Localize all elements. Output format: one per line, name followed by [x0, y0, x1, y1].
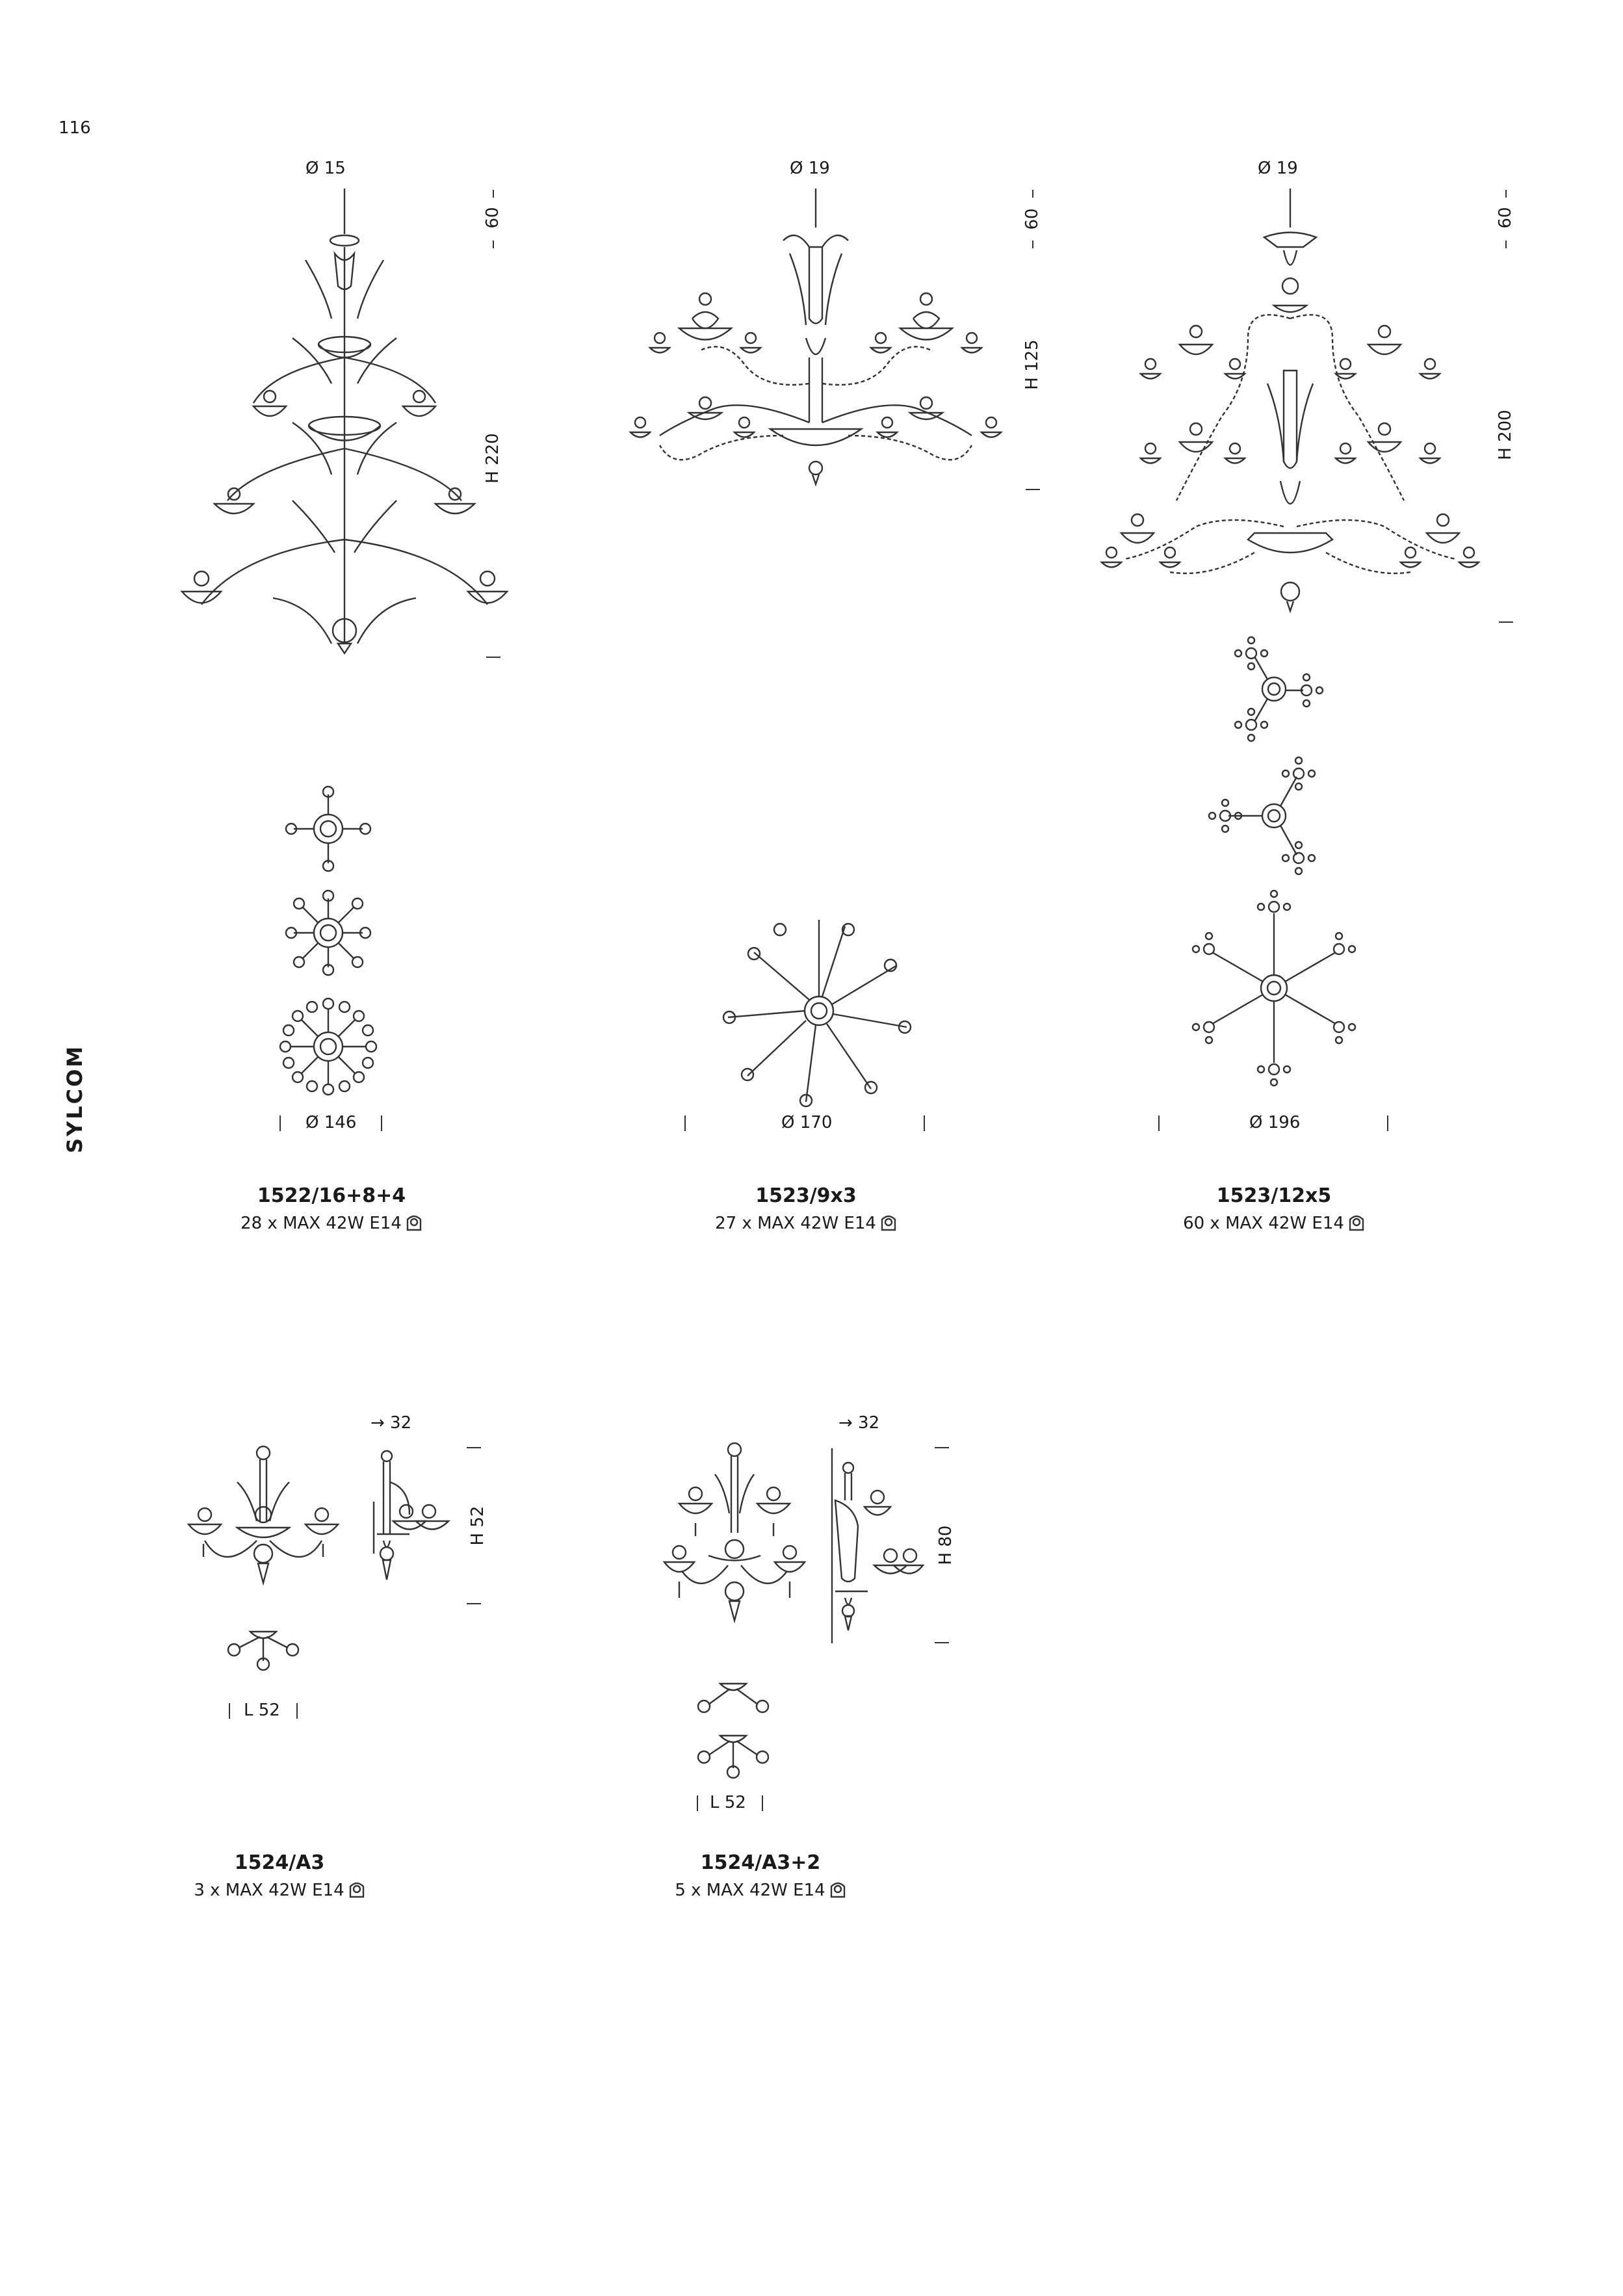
plan-view-top [286, 787, 370, 871]
product-code: 1523/12x5 [1216, 1184, 1332, 1207]
wall-lamp-front-drawing [185, 1443, 341, 1606]
diameter-label: Ø 146 [305, 1113, 357, 1132]
product-code: 1524/A3+2 [700, 1851, 821, 1874]
product-code: 1524/A3 [234, 1851, 325, 1874]
chain-height-label: 60 [1022, 208, 1042, 230]
product-code: 1523/9x3 [755, 1184, 857, 1207]
plan-view [224, 1625, 302, 1671]
chandelier-drawing [614, 189, 1017, 494]
height-label: H 220 [483, 433, 502, 484]
wall-lamp-front-drawing [663, 1442, 806, 1650]
height-label: H 52 [468, 1506, 487, 1546]
plan-view-top [694, 1678, 772, 1717]
product-spec: 60 x MAX 42W E14 [1137, 1213, 1410, 1233]
product-spec: 3 x MAX 42W E14 [143, 1880, 416, 1900]
height-label: H 125 [1022, 339, 1042, 390]
plan-view-bottom [276, 995, 380, 1099]
diameter-label: Ø 196 [1249, 1113, 1301, 1132]
plan-view-bottom [694, 1729, 772, 1781]
chandelier-drawing [1098, 189, 1482, 618]
chain-height-label: 60 [483, 207, 502, 229]
bulb-icon [406, 1213, 422, 1231]
bulb-icon [1348, 1213, 1365, 1231]
top-diameter-label: Ø 19 [1258, 159, 1298, 178]
plan-view-top [1228, 637, 1326, 748]
wall-lamp-side-drawing [370, 1443, 461, 1606]
length-label: L 52 [244, 1701, 280, 1720]
top-diameter-label: Ø 15 [305, 159, 346, 178]
product-spec: 28 x MAX 42W E14 [195, 1213, 468, 1233]
plan-view-bottom [1183, 887, 1365, 1089]
product-spec: 5 x MAX 42W E14 [624, 1880, 897, 1900]
height-label: H 200 [1496, 410, 1515, 460]
projection-label: → 32 [838, 1413, 880, 1433]
plan-view-middle [1202, 754, 1326, 878]
wall-lamp-side-drawing [829, 1442, 926, 1650]
page-number: 116 [58, 118, 91, 138]
top-diameter-label: Ø 19 [790, 159, 830, 178]
bulb-icon [880, 1213, 897, 1231]
product-spec: 27 x MAX 42W E14 [669, 1213, 942, 1233]
bulb-icon [348, 1880, 365, 1898]
chandelier-drawing [182, 189, 507, 657]
brand-label: SYLCOM [62, 1044, 87, 1153]
product-code: 1522/16+8+4 [257, 1184, 406, 1207]
bulb-icon [829, 1880, 846, 1898]
diameter-label: Ø 170 [781, 1113, 833, 1132]
height-label: H 80 [936, 1525, 955, 1565]
plan-view-middle [286, 891, 370, 975]
projection-label: → 32 [370, 1413, 412, 1433]
plan-view [715, 907, 923, 1115]
chain-height-label: 60 [1496, 207, 1515, 229]
length-label: L 52 [710, 1793, 746, 1812]
